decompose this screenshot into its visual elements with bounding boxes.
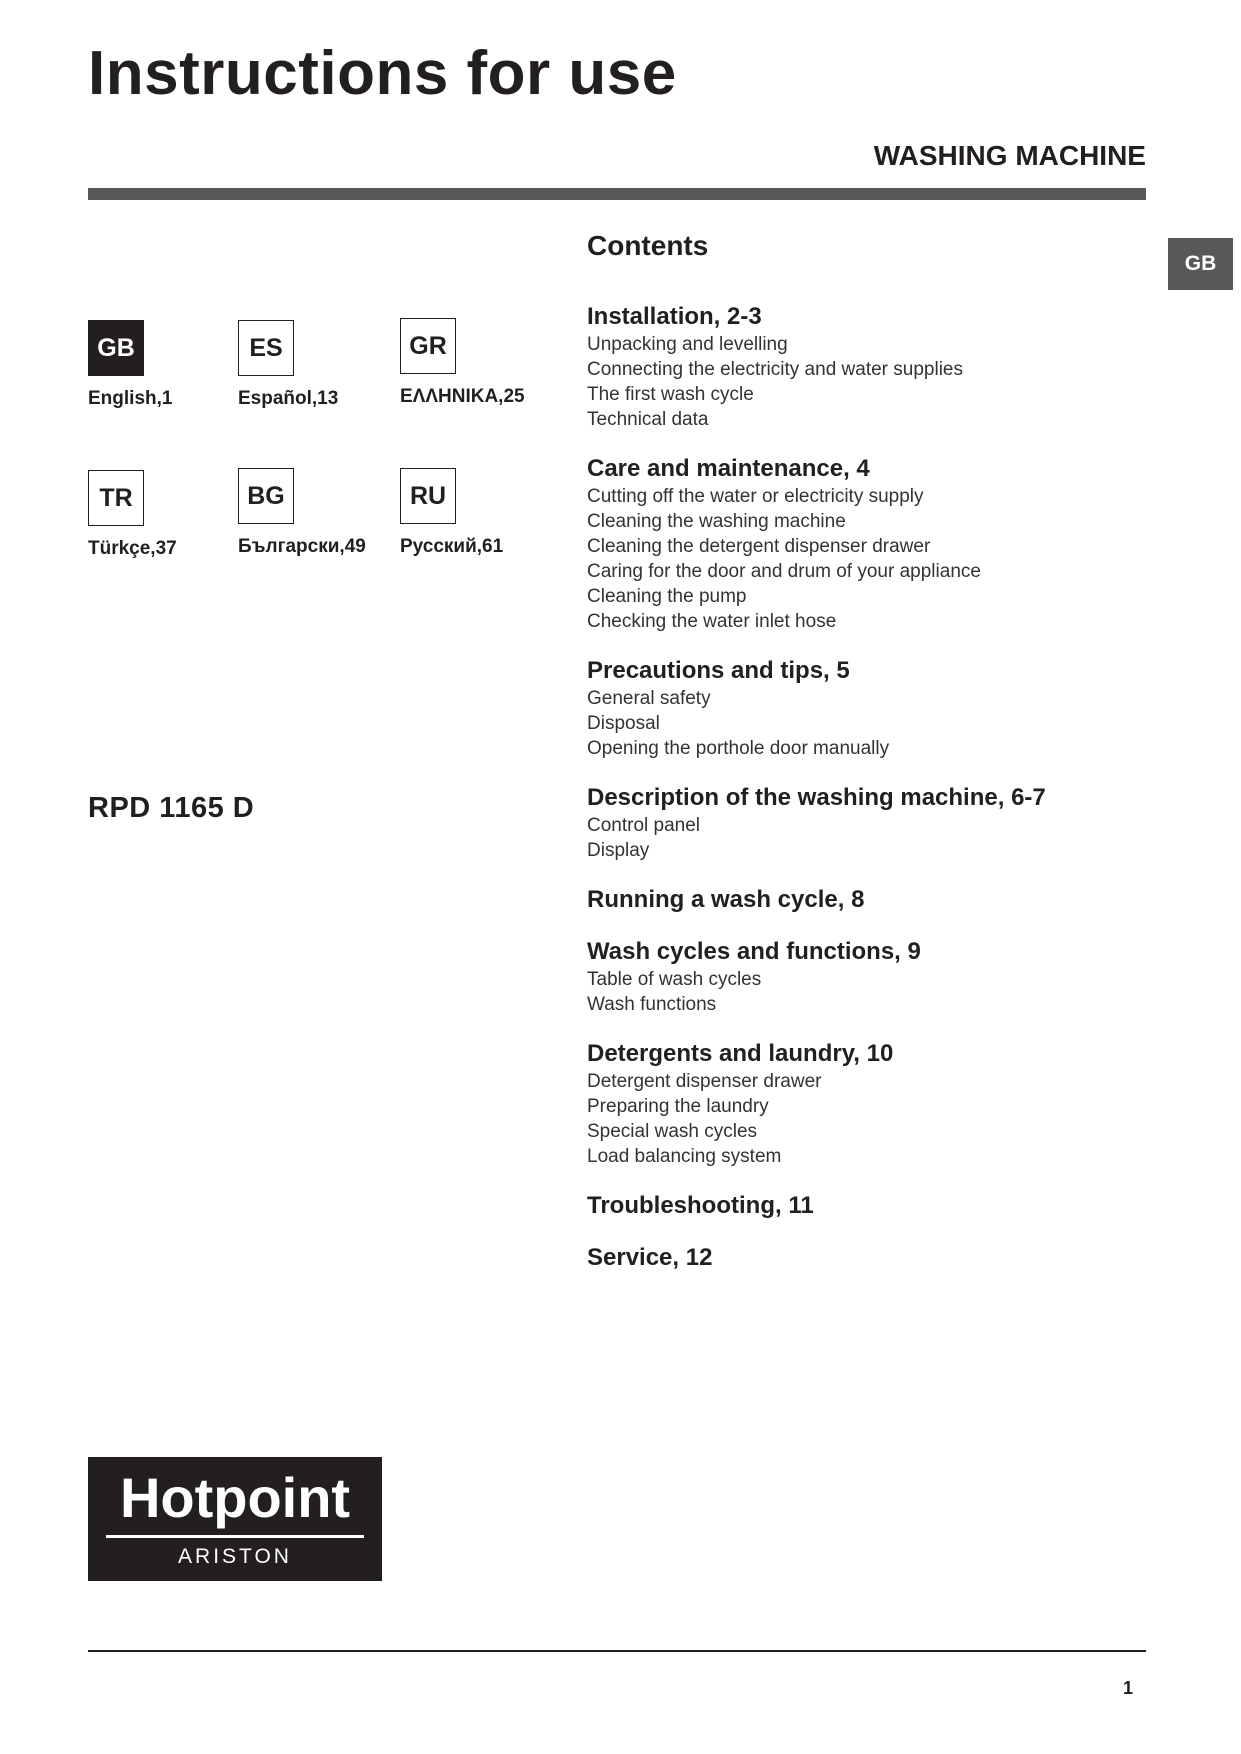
- language-entry[interactable]: [238, 320, 418, 410]
- toc-section-title[interactable]: Running a wash cycle, 8: [587, 886, 865, 913]
- language-label: Español,13: [238, 388, 339, 409]
- toc-item[interactable]: Caring for the door and drum of your appliance: [587, 561, 981, 582]
- logo-sub-brand: ARISTON: [178, 1545, 292, 1568]
- toc-item[interactable]: Detergent dispenser drawer: [587, 1071, 822, 1092]
- toc-item[interactable]: Display: [587, 840, 650, 861]
- toc-section: [587, 885, 1147, 915]
- toc-section-title[interactable]: Troubleshooting, 11: [587, 1192, 814, 1219]
- language-label: English,1: [88, 388, 173, 409]
- language-code-box: GR: [400, 318, 456, 374]
- language-label: ΕΛΛΗΝΙΚΑ,25: [400, 386, 525, 407]
- language-entry[interactable]: [238, 468, 418, 558]
- logo-divider: [106, 1535, 364, 1538]
- toc-section-title[interactable]: Description of the washing machine, 6-7: [587, 784, 1046, 811]
- page-number: 1: [1122, 1678, 1133, 1698]
- toc-section-title[interactable]: Precautions and tips, 5: [587, 657, 850, 684]
- toc-section-title[interactable]: Wash cycles and functions, 9: [587, 938, 921, 965]
- language-code-box: BG: [238, 468, 294, 524]
- language-code-box: TR: [88, 470, 144, 526]
- toc-item[interactable]: Control panel: [587, 815, 701, 836]
- toc-item[interactable]: Preparing the laundry: [587, 1096, 769, 1117]
- toc-section: [587, 656, 1147, 761]
- table-of-contents: [587, 230, 1147, 1295]
- toc-section: [587, 783, 1147, 863]
- toc-item[interactable]: Unpacking and levelling: [587, 334, 788, 355]
- contents-heading: Contents: [587, 230, 709, 261]
- language-code-box: GB: [88, 320, 144, 376]
- bottom-divider: [88, 1650, 1146, 1652]
- toc-item[interactable]: Cleaning the pump: [587, 586, 747, 607]
- top-divider: [88, 188, 1146, 200]
- toc-item[interactable]: Table of wash cycles: [587, 969, 762, 990]
- toc-section-title[interactable]: Detergents and laundry, 10: [587, 1040, 894, 1067]
- toc-item[interactable]: The first wash cycle: [587, 384, 754, 405]
- language-entry[interactable]: [400, 468, 580, 558]
- logo-brand-name: Hotpoint: [119, 1466, 351, 1529]
- toc-item[interactable]: Connecting the electricity and water supplies: [587, 359, 963, 380]
- model-number: RPD 1165 D: [88, 792, 255, 824]
- toc-item[interactable]: Load balancing system: [587, 1146, 782, 1167]
- toc-section-title[interactable]: Service, 12: [587, 1244, 713, 1271]
- toc-item[interactable]: General safety: [587, 688, 711, 709]
- toc-item[interactable]: Technical data: [587, 409, 709, 430]
- toc-section: [587, 1039, 1147, 1169]
- toc-section: [587, 937, 1147, 1017]
- toc-section: [587, 1191, 1147, 1221]
- toc-section: [587, 1243, 1147, 1273]
- language-label: Български,49: [238, 536, 366, 557]
- toc-sections: [587, 302, 1147, 1273]
- product-type: WASHING MACHINE: [873, 140, 1146, 171]
- toc-item[interactable]: Disposal: [587, 713, 660, 734]
- brand-logo: [88, 1457, 382, 1581]
- toc-section-title[interactable]: Installation, 2-3: [587, 303, 762, 330]
- language-code-box: ES: [238, 320, 294, 376]
- toc-item[interactable]: Special wash cycles: [587, 1121, 758, 1142]
- toc-section: [587, 302, 1147, 432]
- page-title: Instructions for use: [88, 39, 677, 108]
- toc-item[interactable]: Opening the porthole door manually: [587, 738, 890, 759]
- language-code-box: RU: [400, 468, 456, 524]
- toc-section-title[interactable]: Care and maintenance, 4: [587, 455, 870, 482]
- language-side-tab: GB: [1168, 238, 1233, 290]
- toc-item[interactable]: Cutting off the water or electricity supply: [587, 486, 924, 507]
- toc-item[interactable]: Wash functions: [587, 994, 717, 1015]
- toc-item[interactable]: Cleaning the detergent dispenser drawer: [587, 536, 931, 557]
- language-entry[interactable]: [400, 318, 580, 408]
- toc-section: [587, 454, 1147, 634]
- language-label: Türkçe,37: [88, 538, 177, 559]
- toc-item[interactable]: Cleaning the washing machine: [587, 511, 846, 532]
- toc-item[interactable]: Checking the water inlet hose: [587, 611, 837, 632]
- language-label: Русский,61: [400, 536, 504, 557]
